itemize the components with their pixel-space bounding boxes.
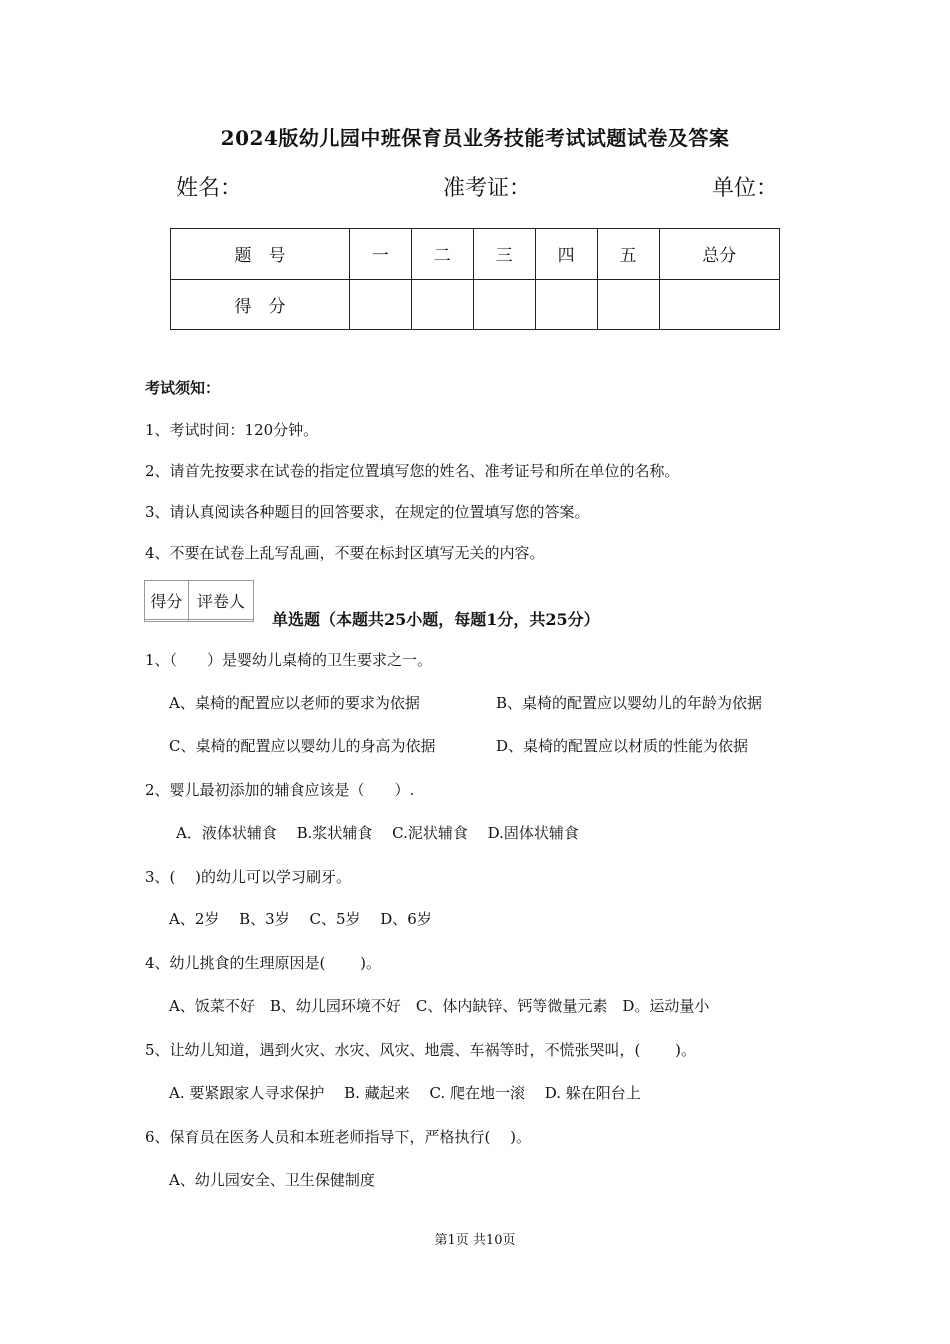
score-table (170, 228, 780, 330)
question-stem: 2、婴儿最初添加的辅食应该是（ ）. (145, 781, 415, 799)
score-table-header-cell: 一 (349, 229, 411, 280)
question-stem: 5、让幼儿知道，遇到火灾、水灾、风灾、地震、车祸等时，不慌张哭叫，( )。 (145, 1041, 697, 1059)
grader-score-cell (145, 620, 189, 622)
question-option: C、桌椅的配置应以婴幼儿的身高为依据 (169, 737, 436, 755)
score-cell (535, 279, 597, 330)
name-label: 姓名： (176, 176, 243, 201)
note-item: 2、请首先按要求在试卷的指定位置填写您的姓名、准考证号和所在单位的名称。 (145, 462, 680, 480)
page-title: 2024版幼儿园中班保育员业务技能考试试题试卷及答案 (220, 126, 730, 150)
question-option: A、幼儿园安全、卫生保健制度 (169, 1171, 375, 1189)
notes-title: 考试须知： (145, 379, 221, 397)
question-option: A. 要紧跟家人寻求保护 B. 藏起来 C. 爬在地一滚 D. 躲在阳台上 (169, 1084, 641, 1102)
score-cell (473, 279, 535, 330)
grader-reviewer-cell (188, 620, 253, 622)
score-table-header-cell: 二 (411, 229, 473, 280)
page-footer: 第1页 共10页 (434, 1233, 516, 1248)
question-option: A、饭菜不好 B、幼儿园环境不好 C、体内缺锌、钙等微量元素 D。运动量小 (169, 997, 710, 1015)
score-table-header-cell: 题 号 (171, 229, 350, 280)
score-row-label: 得 分 (171, 279, 350, 330)
score-cell (349, 279, 411, 330)
section-title: 单选题（本题共25小题，每题1分，共25分） (272, 610, 600, 629)
question-option: B、桌椅的配置应以婴幼儿的年龄为依据 (496, 694, 763, 712)
unit-label: 单位： (712, 176, 779, 201)
score-cell (597, 279, 659, 330)
question-stem: 3、( )的幼儿可以学习刷牙。 (145, 868, 352, 886)
note-item: 4、不要在试卷上乱写乱画，不要在标封区填写无关的内容。 (145, 544, 545, 562)
question-option: A、桌椅的配置应以老师的要求为依据 (169, 694, 420, 712)
grader-reviewer-label: 评卷人 (188, 581, 253, 620)
question-option: A．液体状辅食 B.浆状辅食 C.泥状辅食 D.固体状辅食 (176, 824, 579, 842)
score-table-header-cell: 四 (535, 229, 597, 280)
score-table-header-cell: 五 (597, 229, 659, 280)
score-table-header-cell: 三 (473, 229, 535, 280)
score-cell (659, 279, 779, 330)
score-table-header-cell: 总分 (659, 229, 779, 280)
question-stem: 4、幼儿挑食的生理原因是( )。 (145, 954, 382, 972)
question-stem: 6、保育员在医务人员和本班老师指导下，严格执行( )。 (145, 1128, 532, 1146)
score-cell (411, 279, 473, 330)
grader-score-label: 得分 (145, 581, 189, 620)
question-option: A、2岁 B、3岁 C、5岁 D、6岁 (169, 910, 432, 928)
exam-id-label: 准考证： (443, 176, 532, 201)
question-option: D、桌椅的配置应以材质的性能为依据 (496, 737, 749, 755)
score-table-score-row (171, 279, 780, 330)
grader-box (144, 580, 254, 622)
note-item: 3、请认真阅读各种题目的回答要求，在规定的位置填写您的答案。 (145, 503, 590, 521)
score-table-header-row (171, 229, 780, 280)
note-item: 1、考试时间：120分钟。 (145, 421, 319, 439)
question-stem: 1、（ ）是婴幼儿桌椅的卫生要求之一。 (145, 651, 433, 669)
